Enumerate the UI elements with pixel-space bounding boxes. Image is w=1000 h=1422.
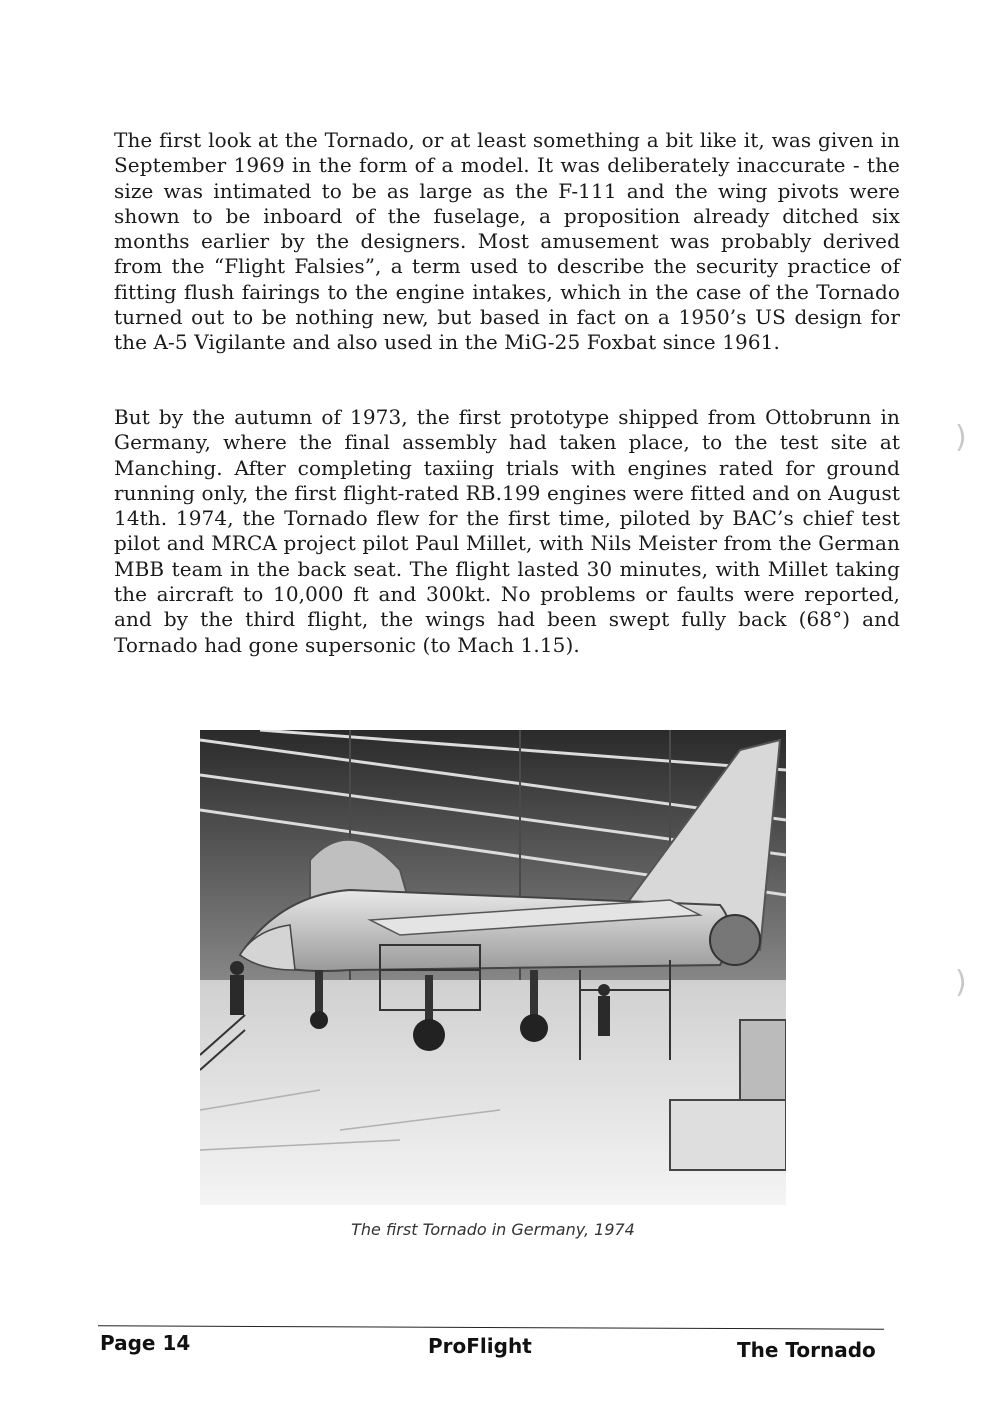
page-number: Page 14 bbox=[100, 1331, 191, 1355]
margin-mark: ) bbox=[955, 965, 967, 1000]
aircraft-photo bbox=[200, 730, 786, 1205]
footer-rule bbox=[98, 1325, 884, 1329]
body-paragraph-2: But by the autumn of 1973, the first prototype shipped from Ottobrunn in Germany, where the final assembly had taken place, to the test site at Manching. After completing taxiing trials with engines rated for ground running only, the first flight-rated RB.199 engines were fitted and on August 14th. 1974, the Tornado flew for the first time, piloted by BAC’s chief test pilot and MRCA project pilot Paul Millet, with Nils Meister from the German MBB team in the back seat. The flight lasted 30 minutes, with Millet taking the aircraft to 10,000 ft and 300kt. No problems or faults were reported, and by the third flight, the wings had been swept fully back (68°) and Tornado had gone supersonic (to Mach 1.15). bbox=[114, 405, 900, 657]
figure-caption: The first Tornado in Germany, 1974 bbox=[351, 1220, 635, 1239]
publication-name: ProFlight bbox=[428, 1334, 532, 1358]
running-title: The Tornado bbox=[737, 1338, 876, 1362]
margin-mark: ) bbox=[955, 420, 967, 455]
body-paragraph-1: The first look at the Tornado, or at least something a bit like it, was given in September 1969 in the form of a model. It was deliberately inaccurate - the size was intimated to be as large as the F-111 and the wing pivots were shown to be inboard of the fuselage, a proposition already ditched six months earlier by the designers. Most amusement was probably derived from the “Flight Falsies”, a term used to describe the security practice of fitting flush fairings to the engine intakes, which in the case of the Tornado turned out to be nothing new, but based in fact on a 1950’s US design for the A-5 Vigilante and also used in the MiG-25 Foxbat since 1961. bbox=[114, 128, 900, 355]
